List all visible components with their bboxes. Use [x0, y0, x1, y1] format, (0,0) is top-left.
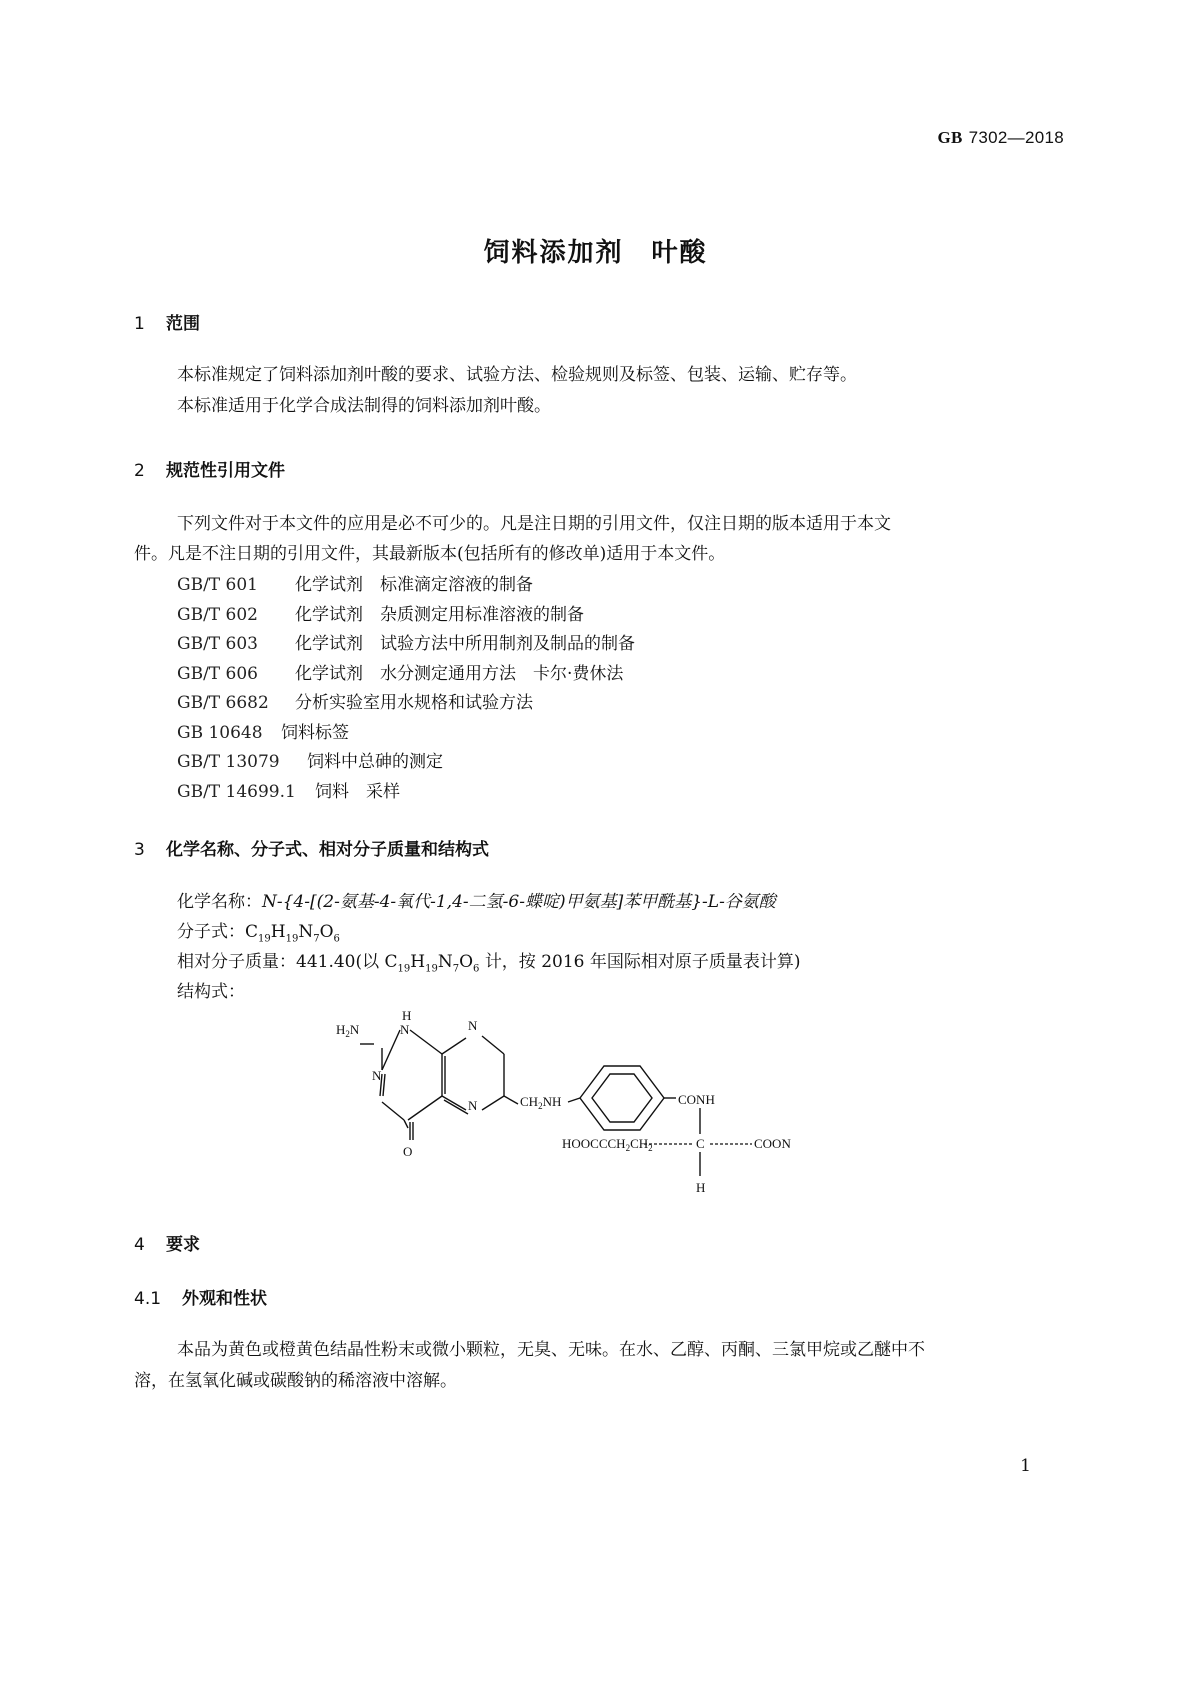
svg-text:CONH: CONH [678, 1092, 715, 1107]
section-4-1-paragraph-line-2: 溶，在氢氧化碱或碳酸钠的稀溶液中溶解。 [134, 1371, 457, 1391]
section-1-paragraph-2: 本标准适用于化学合成法制得的饲料添加剂叶酸。 [177, 396, 551, 416]
section-1-heading: 1 范围 [134, 314, 200, 334]
molecular-formula: 分子式：$C_{19}H_{19}N_7O_6$ [177, 922, 340, 945]
section-4-1-heading: 4.1 外观和性状 [134, 1289, 267, 1309]
svg-text:N: N [468, 1098, 478, 1113]
section-2-heading: 2 规范性引用文件 [134, 461, 285, 481]
reference-item: GB/T 602 化学试剂 杂质测定用标准溶液的制备 [177, 605, 584, 625]
svg-text:N: N [400, 1022, 410, 1037]
chemical-name: 化学名称：N-{4-[(2-氨基-4-氧代-1,4-二氢-6-蝶啶)甲氨基]苯甲酰基}-L-谷氨酸 [177, 892, 776, 912]
section-2-paragraph-line-1: 下列文件对于本文件的应用是必不可少的。凡是注日期的引用文件，仅注日期的版本适用于本文 [177, 514, 891, 534]
svg-text:HOOCCCH2CH2: $HOOCCCH_2CH_2$ [562, 1136, 653, 1153]
section-1-paragraph-1: 本标准规定了饲料添加剂叶酸的要求、试验方法、检验规则及标签、包装、运输、贮存等。 [177, 365, 857, 385]
svg-text:N: N [372, 1068, 382, 1083]
reference-item: GB/T 6682 分析实验室用水规格和试验方法 [177, 693, 533, 713]
reference-item: GB 10648 饲料标签 [177, 723, 349, 743]
svg-text:COON: COON [754, 1136, 791, 1151]
folic-acid-structure-diagram [330, 1010, 850, 1210]
svg-text:H: H [402, 1010, 412, 1023]
reference-item: GB/T 606 化学试剂 水分测定通用方法 卡尔·费休法 [177, 664, 624, 684]
svg-text:H2N: $H_2N$ [336, 1022, 360, 1039]
section-4-heading: 4 要求 [134, 1235, 200, 1255]
svg-text:O: O [403, 1144, 413, 1159]
standard-number: GB 7302—2018 [937, 128, 1064, 147]
svg-text:C: C [696, 1136, 705, 1151]
reference-item: GB/T 13079 饲料中总砷的测定 [177, 752, 443, 772]
reference-item: GB/T 601 化学试剂 标准滴定溶液的制备 [177, 575, 533, 595]
document-title: 饲料添加剂 叶酸 [483, 238, 708, 268]
relative-molecular-mass: 相对分子质量：441.40(以 $C_{19}H_{19}N_7O_6$ 计，按 2016 年国际相对原子质量表计算) [177, 952, 801, 975]
section-2-paragraph-line-2: 件。凡是不注日期的引用文件，其最新版本(包括所有的修改单)适用于本文件。 [134, 544, 726, 564]
section-4-1-paragraph-line-1: 本品为黄色或橙黄色结晶性粉末或微小颗粒，无臭、无味。在水、乙醇、丙酮、三氯甲烷或乙醚中不 [177, 1340, 925, 1360]
svg-text:CH2NH: $CH_2NH$ [520, 1094, 562, 1111]
svg-text:H: H [696, 1180, 706, 1195]
structure-label: 结构式： [177, 982, 245, 1002]
reference-item: GB/T 603 化学试剂 试验方法中所用制剂及制品的制备 [177, 634, 635, 654]
page-number: 1 [1020, 1456, 1031, 1476]
reference-item: GB/T 14699.1 饲料 采样 [177, 782, 400, 802]
svg-text:N: N [468, 1018, 478, 1033]
section-3-heading: 3 化学名称、分子式、相对分子质量和结构式 [134, 840, 489, 860]
